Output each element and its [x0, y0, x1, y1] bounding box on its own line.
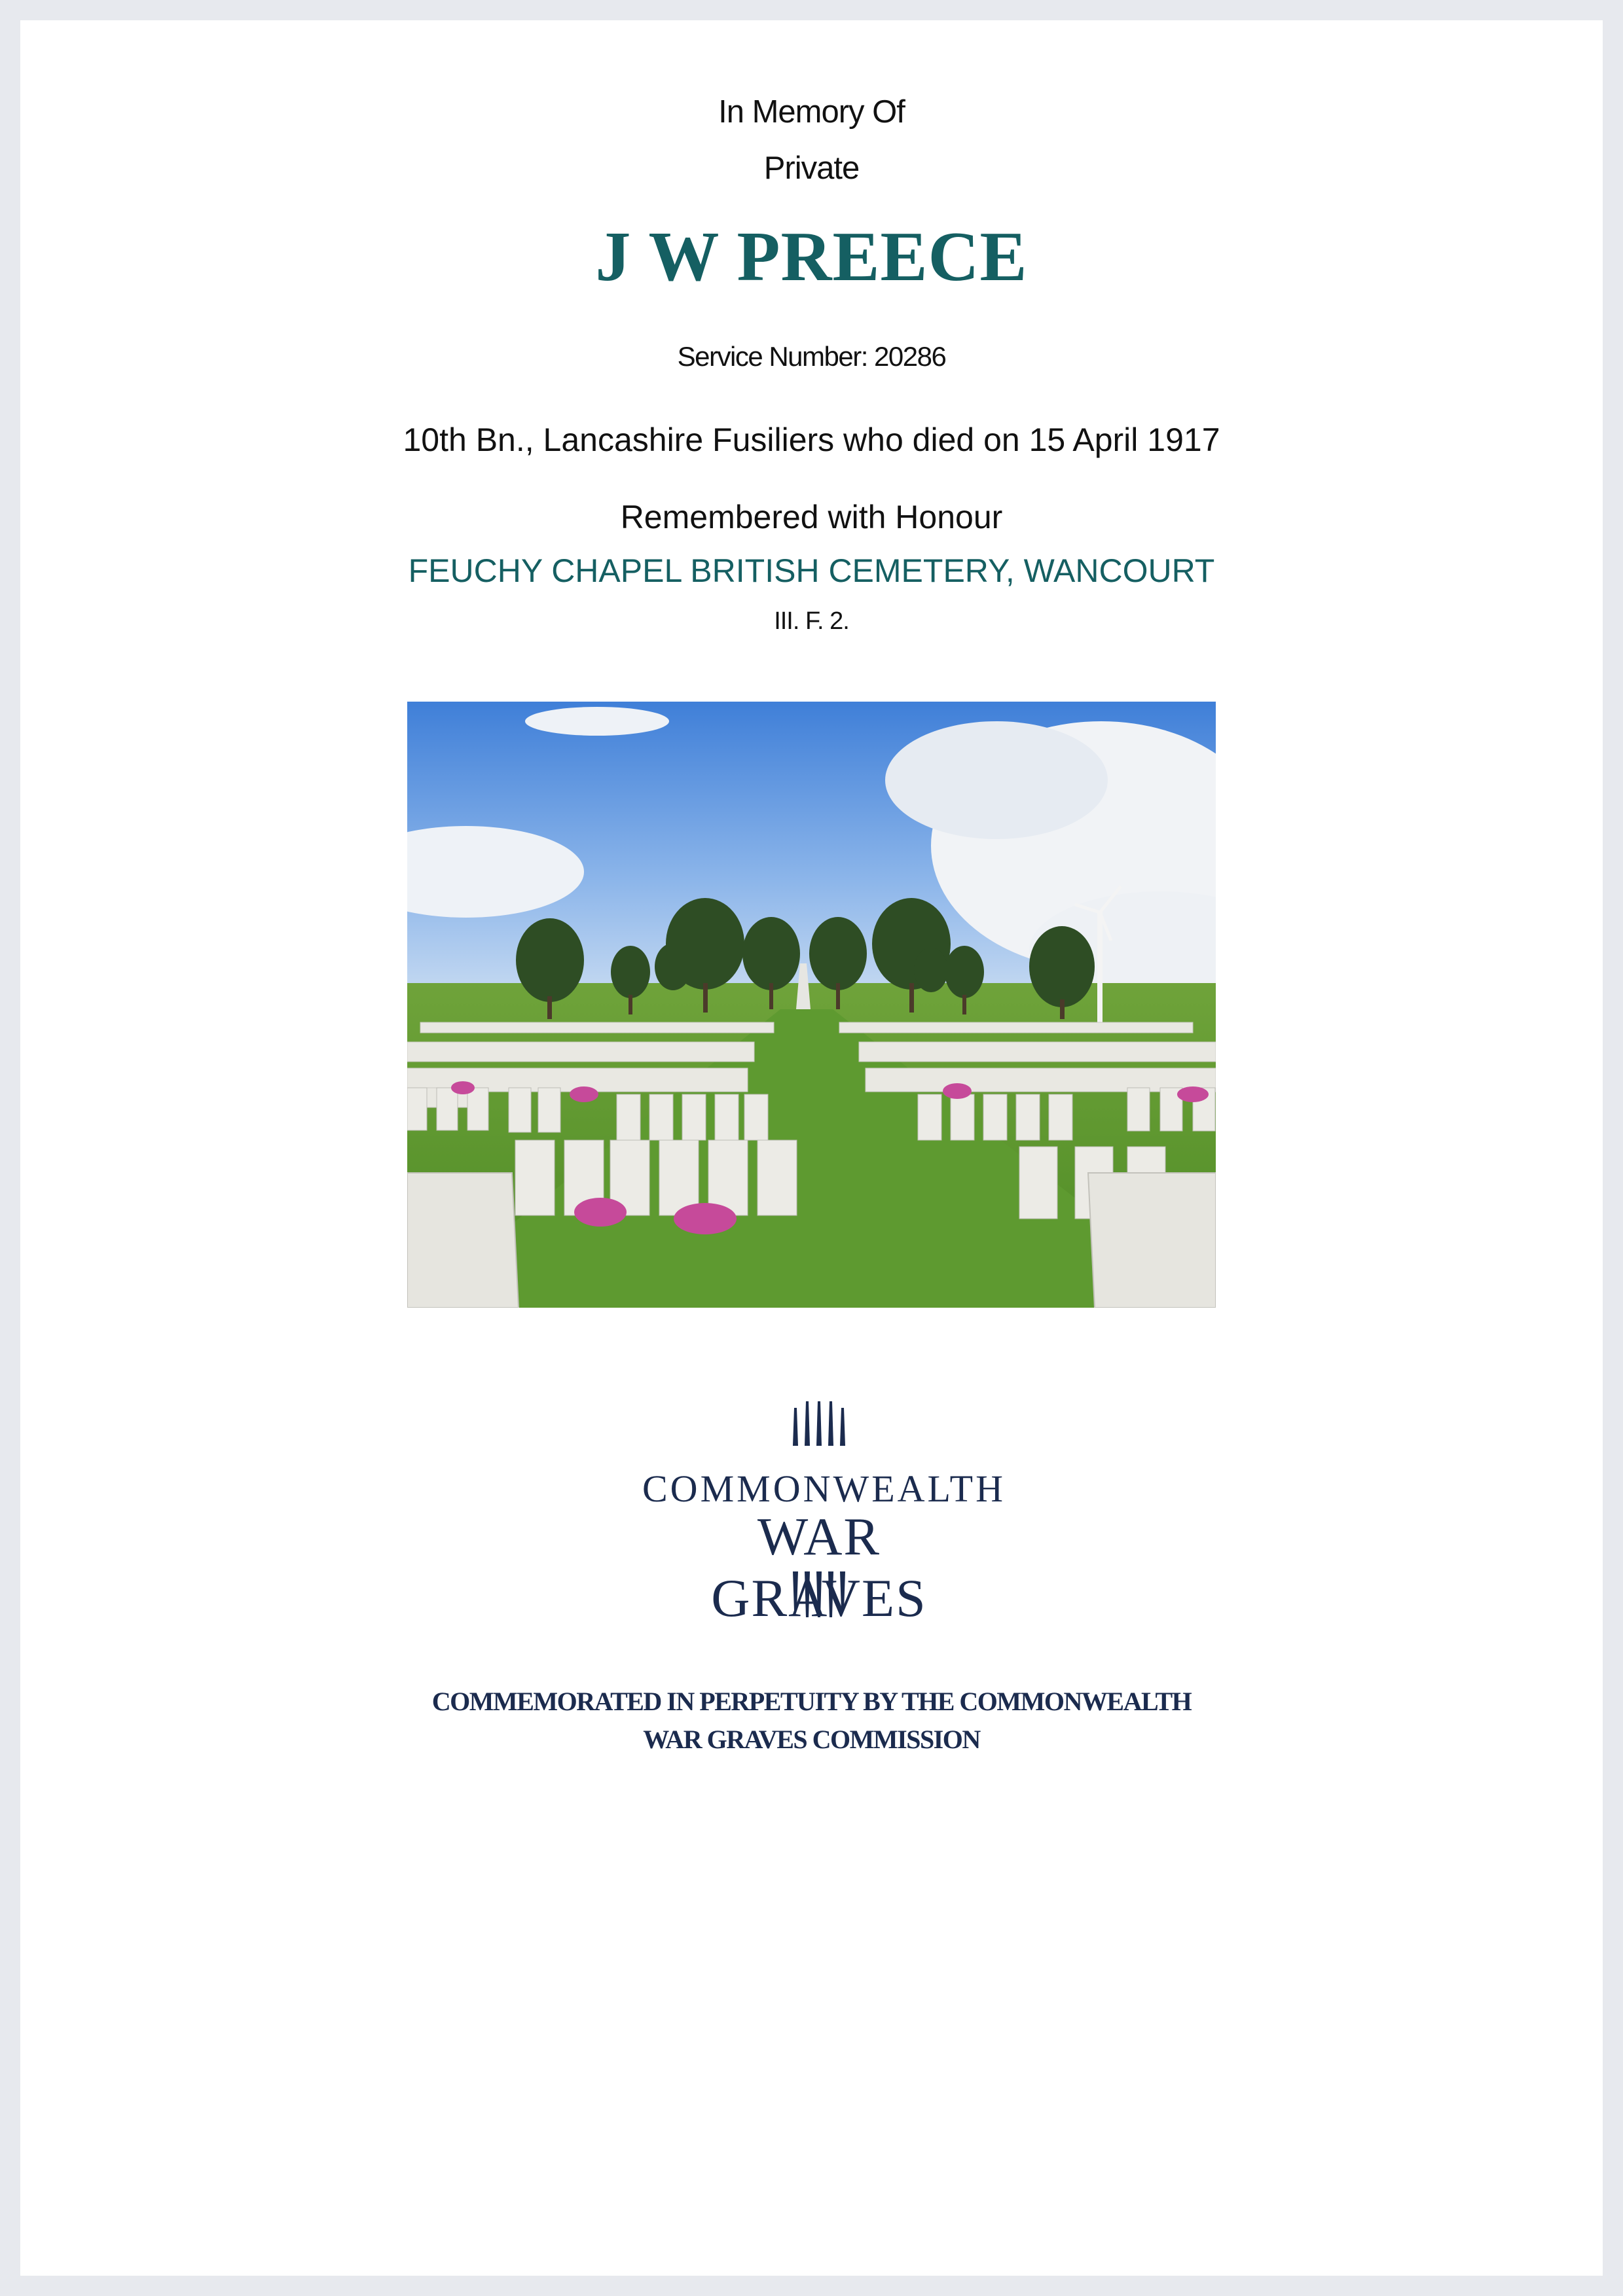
rank: Private: [763, 151, 860, 186]
unit-and-death-date: 10th Bn., Lancashire Fusiliers who died on 15 April 1917: [403, 422, 1220, 458]
commemoration-line-1: COMMEMORATED IN PERPETUITY BY THE COMMONWEALTH: [431, 1687, 1192, 1716]
grave-reference: III. F. 2.: [774, 607, 849, 635]
logo-line-2: WAR GRAVES: [711, 1507, 927, 1628]
in-memory-heading: In Memory Of: [718, 94, 905, 130]
cwgc-logo: [642, 1395, 1006, 1628]
logo-line-1: COMMONWEALTH: [642, 1467, 1006, 1510]
certificate-page: [20, 20, 1603, 2276]
service-number: Service Number: 20286: [677, 341, 946, 372]
cemetery-name: FEUCHY CHAPEL BRITISH CEMETERY, WANCOURT: [408, 552, 1215, 589]
commemoration-line-2: WAR GRAVES COMMISSION: [643, 1725, 980, 1754]
cemetery-photo: [407, 702, 1216, 1308]
casualty-name: J W PREECE: [595, 218, 1028, 296]
remembered-with-honour: Remembered with Honour: [620, 499, 1003, 535]
